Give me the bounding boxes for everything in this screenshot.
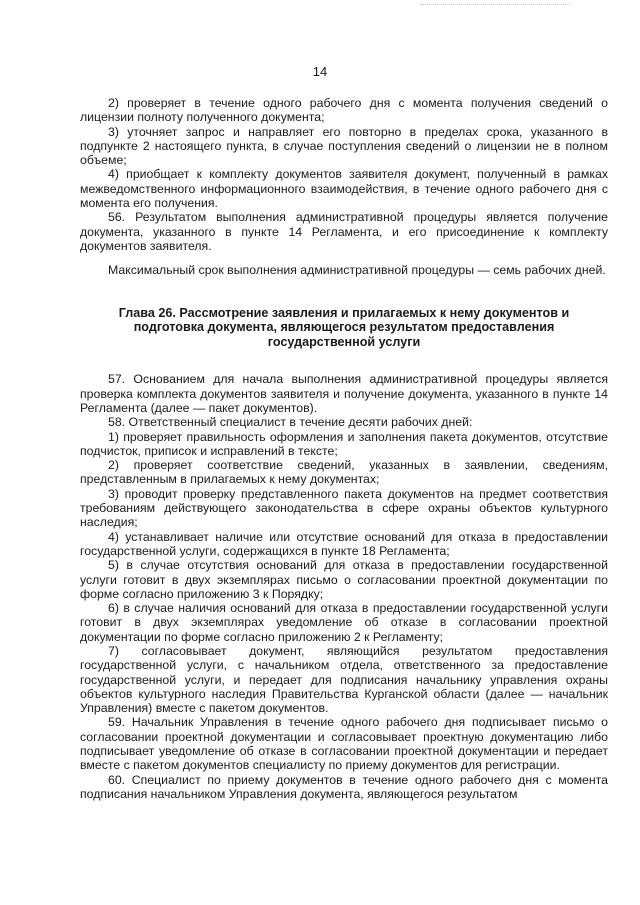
scan-artifact — [420, 4, 570, 11]
paragraph-56: 56. Результатом выполнения административной процедуры является получение документа, указанного в пункте 14 Регламента, и его присоединение к комплекту документов заявителя. — [80, 210, 608, 253]
paragraph-57: 57. Основанием для начала выполнения административной процедуры является проверка комплекта документов заявителя и получение документа, указанного в пункте 14 Регламента (далее — пакет документов). — [80, 372, 608, 415]
paragraph-max-term: Максимальный срок выполнения административной процедуры — семь рабочих дней. — [108, 263, 606, 278]
paragraph-60: 60. Специалист по приему документов в течение одного рабочего дня с момента подписания начальником Управления документа, являющегося результатом — [80, 772, 608, 801]
paragraph-item-3: 3) уточняет запрос и направляет его повторно в пределах срока, указанного в подпункте 2 настоящего пункта, в случае поступления сведений о лицензии не в полном объеме; — [80, 124, 608, 168]
paragraph-58-item-4: 4) устанавливает наличие или отсутствие оснований для отказа в предоставлении государственной услуги, содержащихся в пункте 18 Регламента; — [80, 529, 608, 558]
paragraph-58-item-6: 6) в случае наличия оснований для отказа в предоставлении государственной услуги готовит в двух экземплярах уведомление об отказе в согласовании проектной документации по форме согласно приложению 2 к Регламенту; — [80, 601, 608, 644]
document-body — [80, 96, 608, 801]
paragraph-58-item-1: 1) проверяет правильность оформления и заполнения пакета документов, отсутствие подчисток, приписок и исправлений в тексте; — [80, 429, 608, 458]
paragraph-58-item-2: 2) проверяет соответствие сведений, указанных в заявлении, сведениям, представленным в прилагаемых к нему документах; — [80, 458, 608, 487]
paragraph-58-item-7: 7) согласовывает документ, являющийся результатом предоставления государственной услуги, с начальником отдела, ответственного за предоставление государственной услуги, и передает для подписания начальнику управления охраны объектов культурного наследия Правительства Курганской области (далее — начальник Управления) вместе с пакетом документов. — [80, 643, 608, 716]
paragraph-58-item-3: 3) проводит проверку представленного пакета документов на предмет соответствия требованиям действующего законодательства в сфере охраны объектов культурного наследия; — [80, 486, 608, 530]
chapter-heading: Глава 26. Рассмотрение заявления и прилагаемых к нему документов и подготовка документа, являющегося результатом предоставления государственной услуги — [118, 305, 570, 349]
paragraph-58: 58. Ответственный специалист в течение десяти рабочих дней: — [108, 415, 473, 430]
paragraph-59: 59. Начальник Управления в течение одного рабочего дня подписывает письмо о согласовании проектной документации и согласовывает проектную документацию либо подписывает уведомление об отказе в согласовании проектной документации и передает вместе с пакетом документов специалисту по приему документов для регистрации. — [80, 715, 608, 773]
paragraph-item-4: 4) приобщает к комплекту документов заявителя документ, полученный в рамках межведомственного информационного взаимодействия, в течение одного рабочего дня с момента его получения. — [80, 167, 608, 211]
page-number: 14 — [312, 64, 328, 79]
paragraph-58-item-5: 5) в случае отсутствия оснований для отказа в предоставлении государственной услуги готовит в двух экземплярах письмо о согласовании проектной документации по форме согласно приложению 3 к Порядку; — [80, 558, 608, 601]
paragraph-item-2: 2) проверяет в течение одного рабочего дня с момента получения сведений о лицензии полноту полученного документа; — [80, 96, 608, 125]
